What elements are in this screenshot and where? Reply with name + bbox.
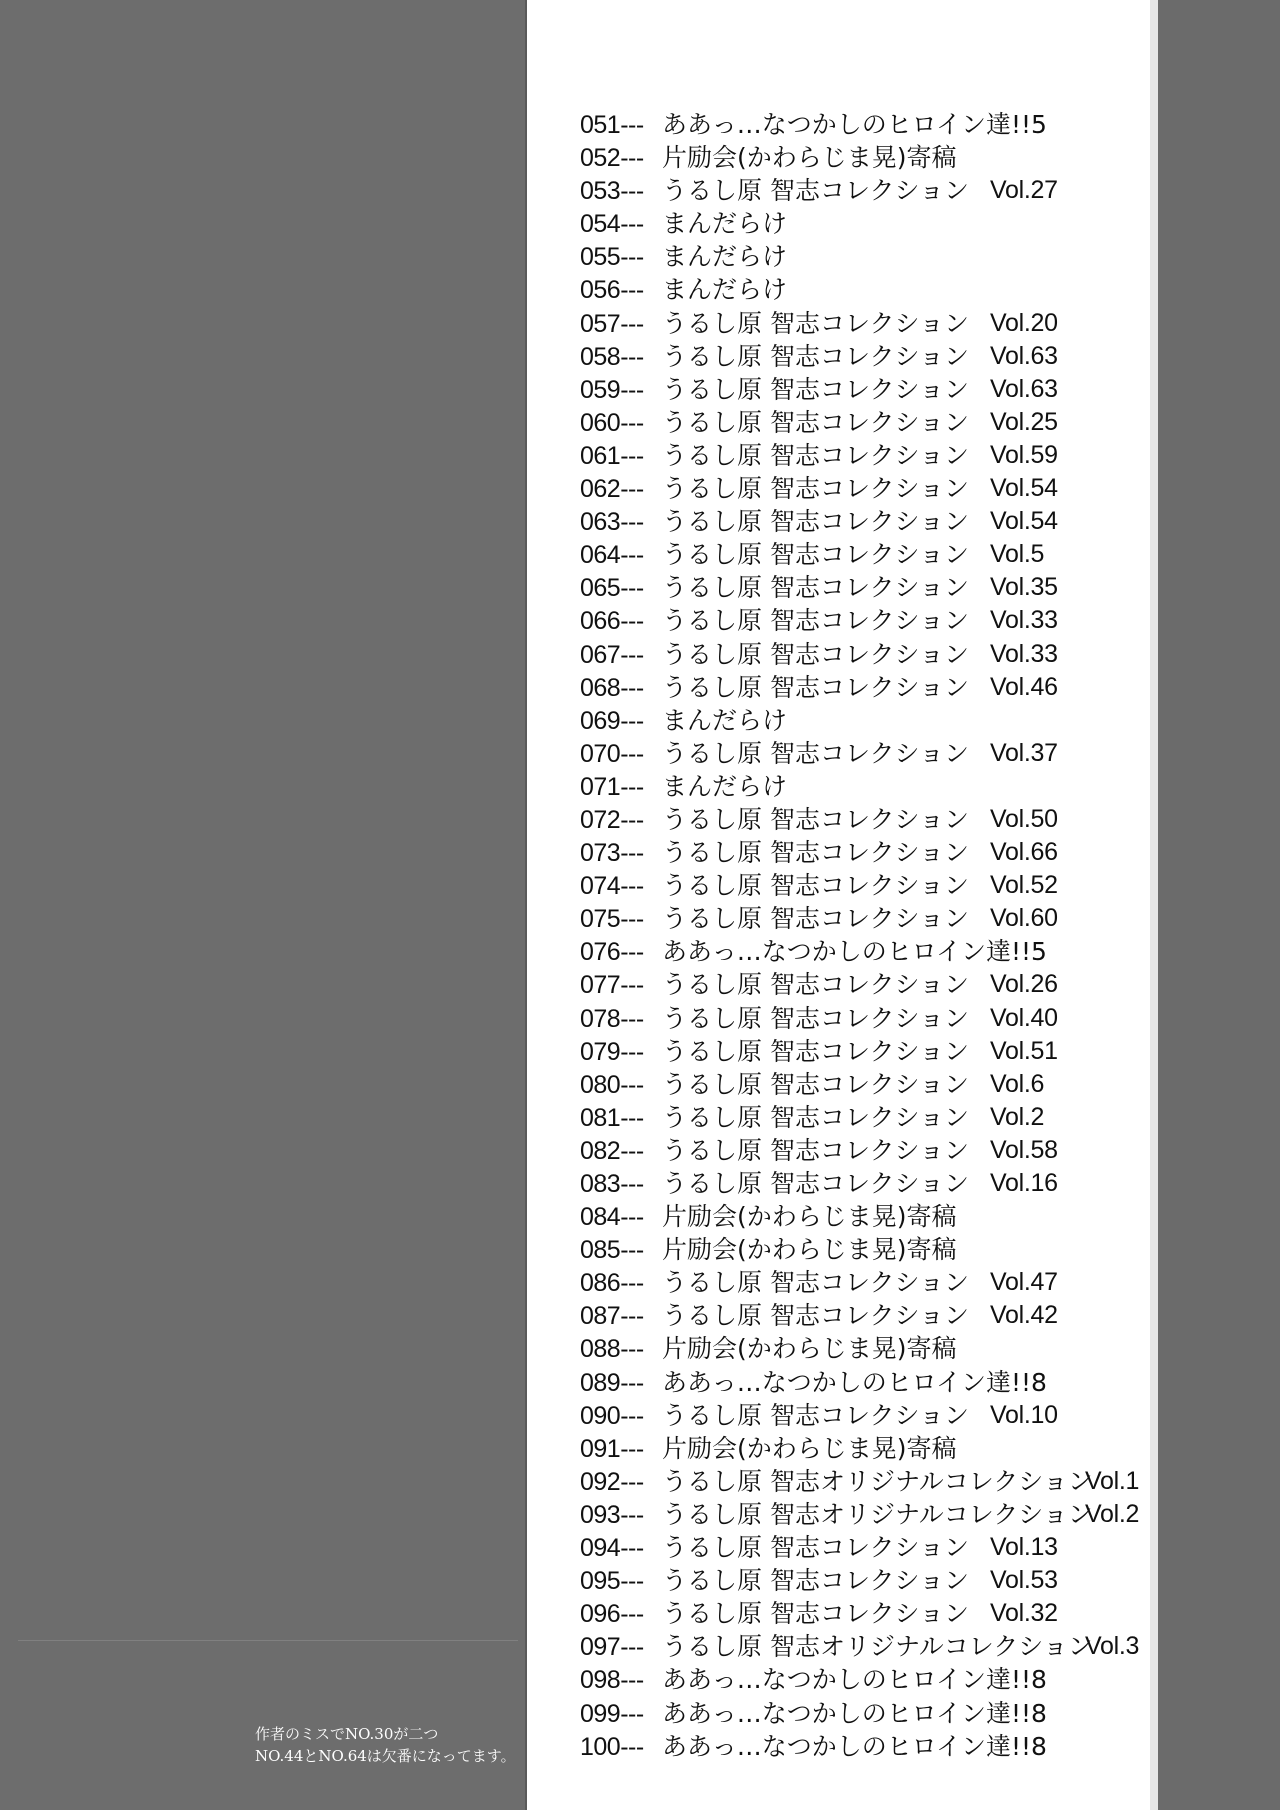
list-item (580, 538, 1150, 571)
list-item (580, 1432, 1150, 1465)
entry-title: うるし原 智志コレクション (662, 341, 969, 371)
list-item (580, 1035, 1150, 1068)
list-item (580, 638, 1150, 671)
list-item (580, 1233, 1150, 1266)
entry-number: 056--- (580, 276, 644, 305)
list-item (580, 207, 1150, 240)
list-item (580, 1465, 1150, 1498)
entry-title: まんだらけ (662, 242, 788, 272)
entry-number: 063--- (580, 508, 644, 537)
entry-number: 092--- (580, 1467, 644, 1496)
entry-number: 089--- (580, 1368, 644, 1397)
entry-number: 069--- (580, 706, 644, 735)
entry-volume: Vol.40 (990, 1003, 1058, 1032)
list-item (580, 671, 1150, 704)
list-item (580, 803, 1150, 836)
entry-title: うるし原 智志コレクション (662, 1135, 969, 1165)
entry-title: 片励会(かわらじま晃)寄稿 (662, 1202, 957, 1232)
list-item (580, 1730, 1150, 1763)
entry-number: 088--- (580, 1335, 644, 1364)
entry-number: 091--- (580, 1434, 644, 1463)
author-note-line-1: 作者のミスでNO.30が二つ (255, 1725, 439, 1743)
entry-title: うるし原 智志コレクション (662, 1003, 969, 1033)
entry-number: 066--- (580, 607, 644, 636)
entry-volume: Vol.63 (990, 341, 1058, 370)
entry-volume: Vol.26 (990, 970, 1058, 999)
entry-number: 062--- (580, 475, 644, 504)
entry-number: 070--- (580, 739, 644, 768)
list-item (580, 1167, 1150, 1200)
list-item (580, 1597, 1150, 1630)
entry-volume: Vol.66 (990, 838, 1058, 867)
entry-title: 片励会(かわらじま晃)寄稿 (662, 1334, 957, 1364)
entry-title: ああっ…なつかしのヒロイン達!!8 (662, 1731, 1047, 1761)
entry-number: 059--- (580, 375, 644, 404)
entry-title: うるし原 智志コレクション (662, 1566, 969, 1596)
entry-number: 090--- (580, 1401, 644, 1430)
entry-number: 077--- (580, 971, 644, 1000)
list-item (580, 770, 1150, 803)
entry-title: うるし原 智志コレクション (662, 374, 969, 404)
entry-number: 084--- (580, 1203, 644, 1232)
entry-title: 片励会(かわらじま晃)寄稿 (662, 1235, 957, 1265)
entry-title: うるし原 智志コレクション (662, 639, 969, 669)
entry-title: うるし原 智志コレクション (662, 540, 969, 570)
list-item (580, 1531, 1150, 1564)
entry-title: うるし原 智志コレクション (662, 440, 969, 470)
entry-title: ああっ…なつかしのヒロイン達!!8 (662, 1665, 1047, 1695)
entry-volume: Vol.42 (990, 1301, 1058, 1330)
list-item (580, 704, 1150, 737)
entry-number: 080--- (580, 1070, 644, 1099)
entry-number: 074--- (580, 872, 644, 901)
list-item (580, 406, 1150, 439)
list-item (580, 1564, 1150, 1597)
entry-volume: Vol.37 (990, 738, 1058, 767)
entry-volume: Vol.3 (1085, 1632, 1140, 1661)
entry-volume: Vol.1 (1085, 1466, 1140, 1495)
entry-number: 051--- (580, 111, 644, 139)
entry-volume: Vol.58 (990, 1135, 1058, 1164)
entry-number: 096--- (580, 1600, 644, 1629)
entry-volume: Vol.25 (990, 407, 1058, 436)
entry-volume: Vol.16 (990, 1169, 1058, 1197)
entry-number: 087--- (580, 1302, 644, 1331)
entry-title: うるし原 智志コレクション (662, 1599, 969, 1629)
list-item (580, 869, 1150, 902)
entry-number: 076--- (580, 938, 644, 967)
list-item (580, 108, 1150, 141)
entry-number: 095--- (580, 1567, 644, 1596)
entry-number: 057--- (580, 309, 644, 338)
list-item (580, 935, 1150, 968)
list-item (580, 571, 1150, 604)
list-item (580, 604, 1150, 637)
entry-number: 079--- (580, 1037, 644, 1066)
entry-title: うるし原 智志オリジナルコレクション (662, 1499, 1093, 1529)
entry-volume: Vol.59 (990, 440, 1058, 469)
entry-title: うるし原 智志コレクション (662, 1533, 969, 1563)
entry-number: 081--- (580, 1103, 644, 1132)
entry-title: うるし原 智志コレクション (662, 738, 969, 768)
entry-volume: Vol.53 (990, 1566, 1058, 1595)
entry-title: うるし原 智志コレクション (662, 573, 969, 603)
entry-number: 068--- (580, 673, 644, 702)
entry-volume: Vol.6 (990, 1069, 1045, 1098)
entry-volume: Vol.54 (990, 474, 1058, 503)
entry-volume: Vol.50 (990, 804, 1058, 833)
entry-title: うるし原 智志コレクション (662, 1301, 969, 1331)
entry-number: 097--- (580, 1633, 644, 1662)
entry-number: 098--- (580, 1666, 644, 1695)
entry-number: 085--- (580, 1236, 644, 1265)
list-item (580, 505, 1150, 538)
entry-number: 054--- (580, 210, 644, 239)
entry-title: うるし原 智志コレクション (662, 474, 969, 504)
list-item (580, 240, 1150, 273)
entry-number: 071--- (580, 772, 644, 801)
entry-title: うるし原 智志コレクション (662, 904, 969, 934)
entry-volume: Vol.51 (990, 1036, 1058, 1065)
entry-title: ああっ…なつかしのヒロイン達!!8 (662, 1698, 1047, 1728)
entry-number: 064--- (580, 541, 644, 570)
entry-title: うるし原 智志コレクション (662, 871, 969, 901)
list-item (580, 174, 1150, 207)
entry-title: うるし原 智志コレクション (662, 970, 969, 1000)
list-item (580, 340, 1150, 373)
entry-volume: Vol.54 (990, 507, 1058, 536)
entry-number: 078--- (580, 1004, 644, 1033)
list-item (580, 1200, 1150, 1233)
entry-volume: Vol.32 (990, 1599, 1058, 1628)
entry-volume: Vol.52 (990, 871, 1058, 900)
list-item (580, 1697, 1150, 1730)
entry-number: 099--- (580, 1699, 644, 1728)
entry-number: 058--- (580, 342, 644, 371)
entry-volume: Vol.20 (990, 308, 1058, 337)
list-item (580, 1266, 1150, 1299)
entry-number: 060--- (580, 408, 644, 437)
entry-number: 083--- (580, 1170, 644, 1198)
entry-number: 093--- (580, 1500, 644, 1529)
entry-number: 100--- (580, 1732, 644, 1761)
entry-number: 073--- (580, 839, 644, 868)
list-item (580, 968, 1150, 1001)
entry-number: 067--- (580, 640, 644, 669)
entry-title: うるし原 智志コレクション (662, 672, 969, 702)
entry-number: 094--- (580, 1534, 644, 1563)
entry-title: ああっ…なつかしのヒロイン達!!5 (662, 937, 1047, 967)
list-item (580, 1498, 1150, 1531)
list-item (580, 1663, 1150, 1696)
entry-number: 053--- (580, 177, 644, 206)
entry-title: まんだらけ (662, 209, 788, 239)
list-item (580, 1366, 1150, 1399)
entry-title: まんだらけ (662, 705, 788, 735)
entry-title: ああっ…なつかしのヒロイン達!!5 (662, 110, 1047, 139)
entry-volume: Vol.27 (990, 176, 1058, 205)
entry-volume: Vol.33 (990, 639, 1058, 668)
entry-title: うるし原 智志コレクション (662, 176, 969, 206)
entry-title: うるし原 智志コレクション (662, 1102, 969, 1132)
entry-number: 086--- (580, 1269, 644, 1298)
list-item (580, 1332, 1150, 1365)
list-item (580, 1002, 1150, 1035)
list-item (580, 1101, 1150, 1134)
entry-title: うるし原 智志コレクション (662, 507, 969, 537)
entry-volume: Vol.46 (990, 672, 1058, 701)
list-item (580, 1630, 1150, 1663)
right-scan-edge (1158, 0, 1280, 1810)
list-item (580, 141, 1150, 174)
entry-title: うるし原 智志コレクション (662, 1036, 969, 1066)
entry-title: うるし原 智志コレクション (662, 1400, 969, 1430)
entry-number: 075--- (580, 905, 644, 934)
list-item (580, 307, 1150, 340)
entry-volume: Vol.13 (990, 1533, 1058, 1562)
entry-title: うるし原 智志コレクション (662, 308, 969, 338)
entry-number: 065--- (580, 574, 644, 603)
entry-title: うるし原 智志コレクション (662, 804, 969, 834)
entry-volume: Vol.2 (1085, 1499, 1140, 1528)
entry-volume: Vol.33 (990, 606, 1058, 635)
author-note-line-2: NO.44とNO.64は欠番になってます。 (255, 1747, 516, 1765)
entry-title: 片励会(かわらじま晃)寄稿 (662, 1433, 957, 1463)
entry-number: 082--- (580, 1136, 644, 1165)
list-item (580, 902, 1150, 935)
left-panel-divider (18, 1640, 518, 1641)
entry-title: うるし原 智志コレクション (662, 606, 969, 636)
entry-volume: Vol.63 (990, 374, 1058, 403)
author-note (255, 1723, 516, 1767)
entry-list (580, 108, 1150, 1763)
list-item (580, 1299, 1150, 1332)
entry-title: うるし原 智志オリジナルコレクション (662, 1466, 1093, 1496)
entry-title: 片励会(かわらじま晃)寄稿 (662, 143, 957, 173)
entry-number: 061--- (580, 441, 644, 470)
entry-volume: Vol.60 (990, 904, 1058, 933)
list-item (580, 439, 1150, 472)
list-item (580, 1134, 1150, 1167)
entry-volume: Vol.10 (990, 1400, 1058, 1429)
entry-title: まんだらけ (662, 771, 788, 801)
list-item (580, 836, 1150, 869)
list-item (580, 472, 1150, 505)
entry-title: うるし原 智志オリジナルコレクション (662, 1632, 1093, 1662)
entry-number: 072--- (580, 805, 644, 834)
list-item (580, 737, 1150, 770)
entry-title: うるし原 智志コレクション (662, 838, 969, 868)
list-item (580, 1399, 1150, 1432)
entry-volume: Vol.2 (990, 1102, 1045, 1131)
entry-volume: Vol.5 (990, 540, 1045, 569)
entry-number: 052--- (580, 144, 644, 173)
list-item (580, 1068, 1150, 1101)
list-item (580, 273, 1150, 306)
entry-title: うるし原 智志コレクション (662, 1268, 969, 1298)
entry-title: うるし原 智志コレクション (662, 1069, 969, 1099)
entry-title: ああっ…なつかしのヒロイン達!!8 (662, 1367, 1047, 1397)
left-gray-panel (0, 0, 525, 1810)
entry-title: うるし原 智志コレクション (662, 407, 969, 437)
entry-title: うるし原 智志コレクション (662, 1169, 969, 1198)
entry-volume: Vol.47 (990, 1268, 1058, 1297)
entry-volume: Vol.35 (990, 573, 1058, 602)
entry-title: まんだらけ (662, 275, 788, 305)
entry-number: 055--- (580, 243, 644, 272)
list-item (580, 373, 1150, 406)
